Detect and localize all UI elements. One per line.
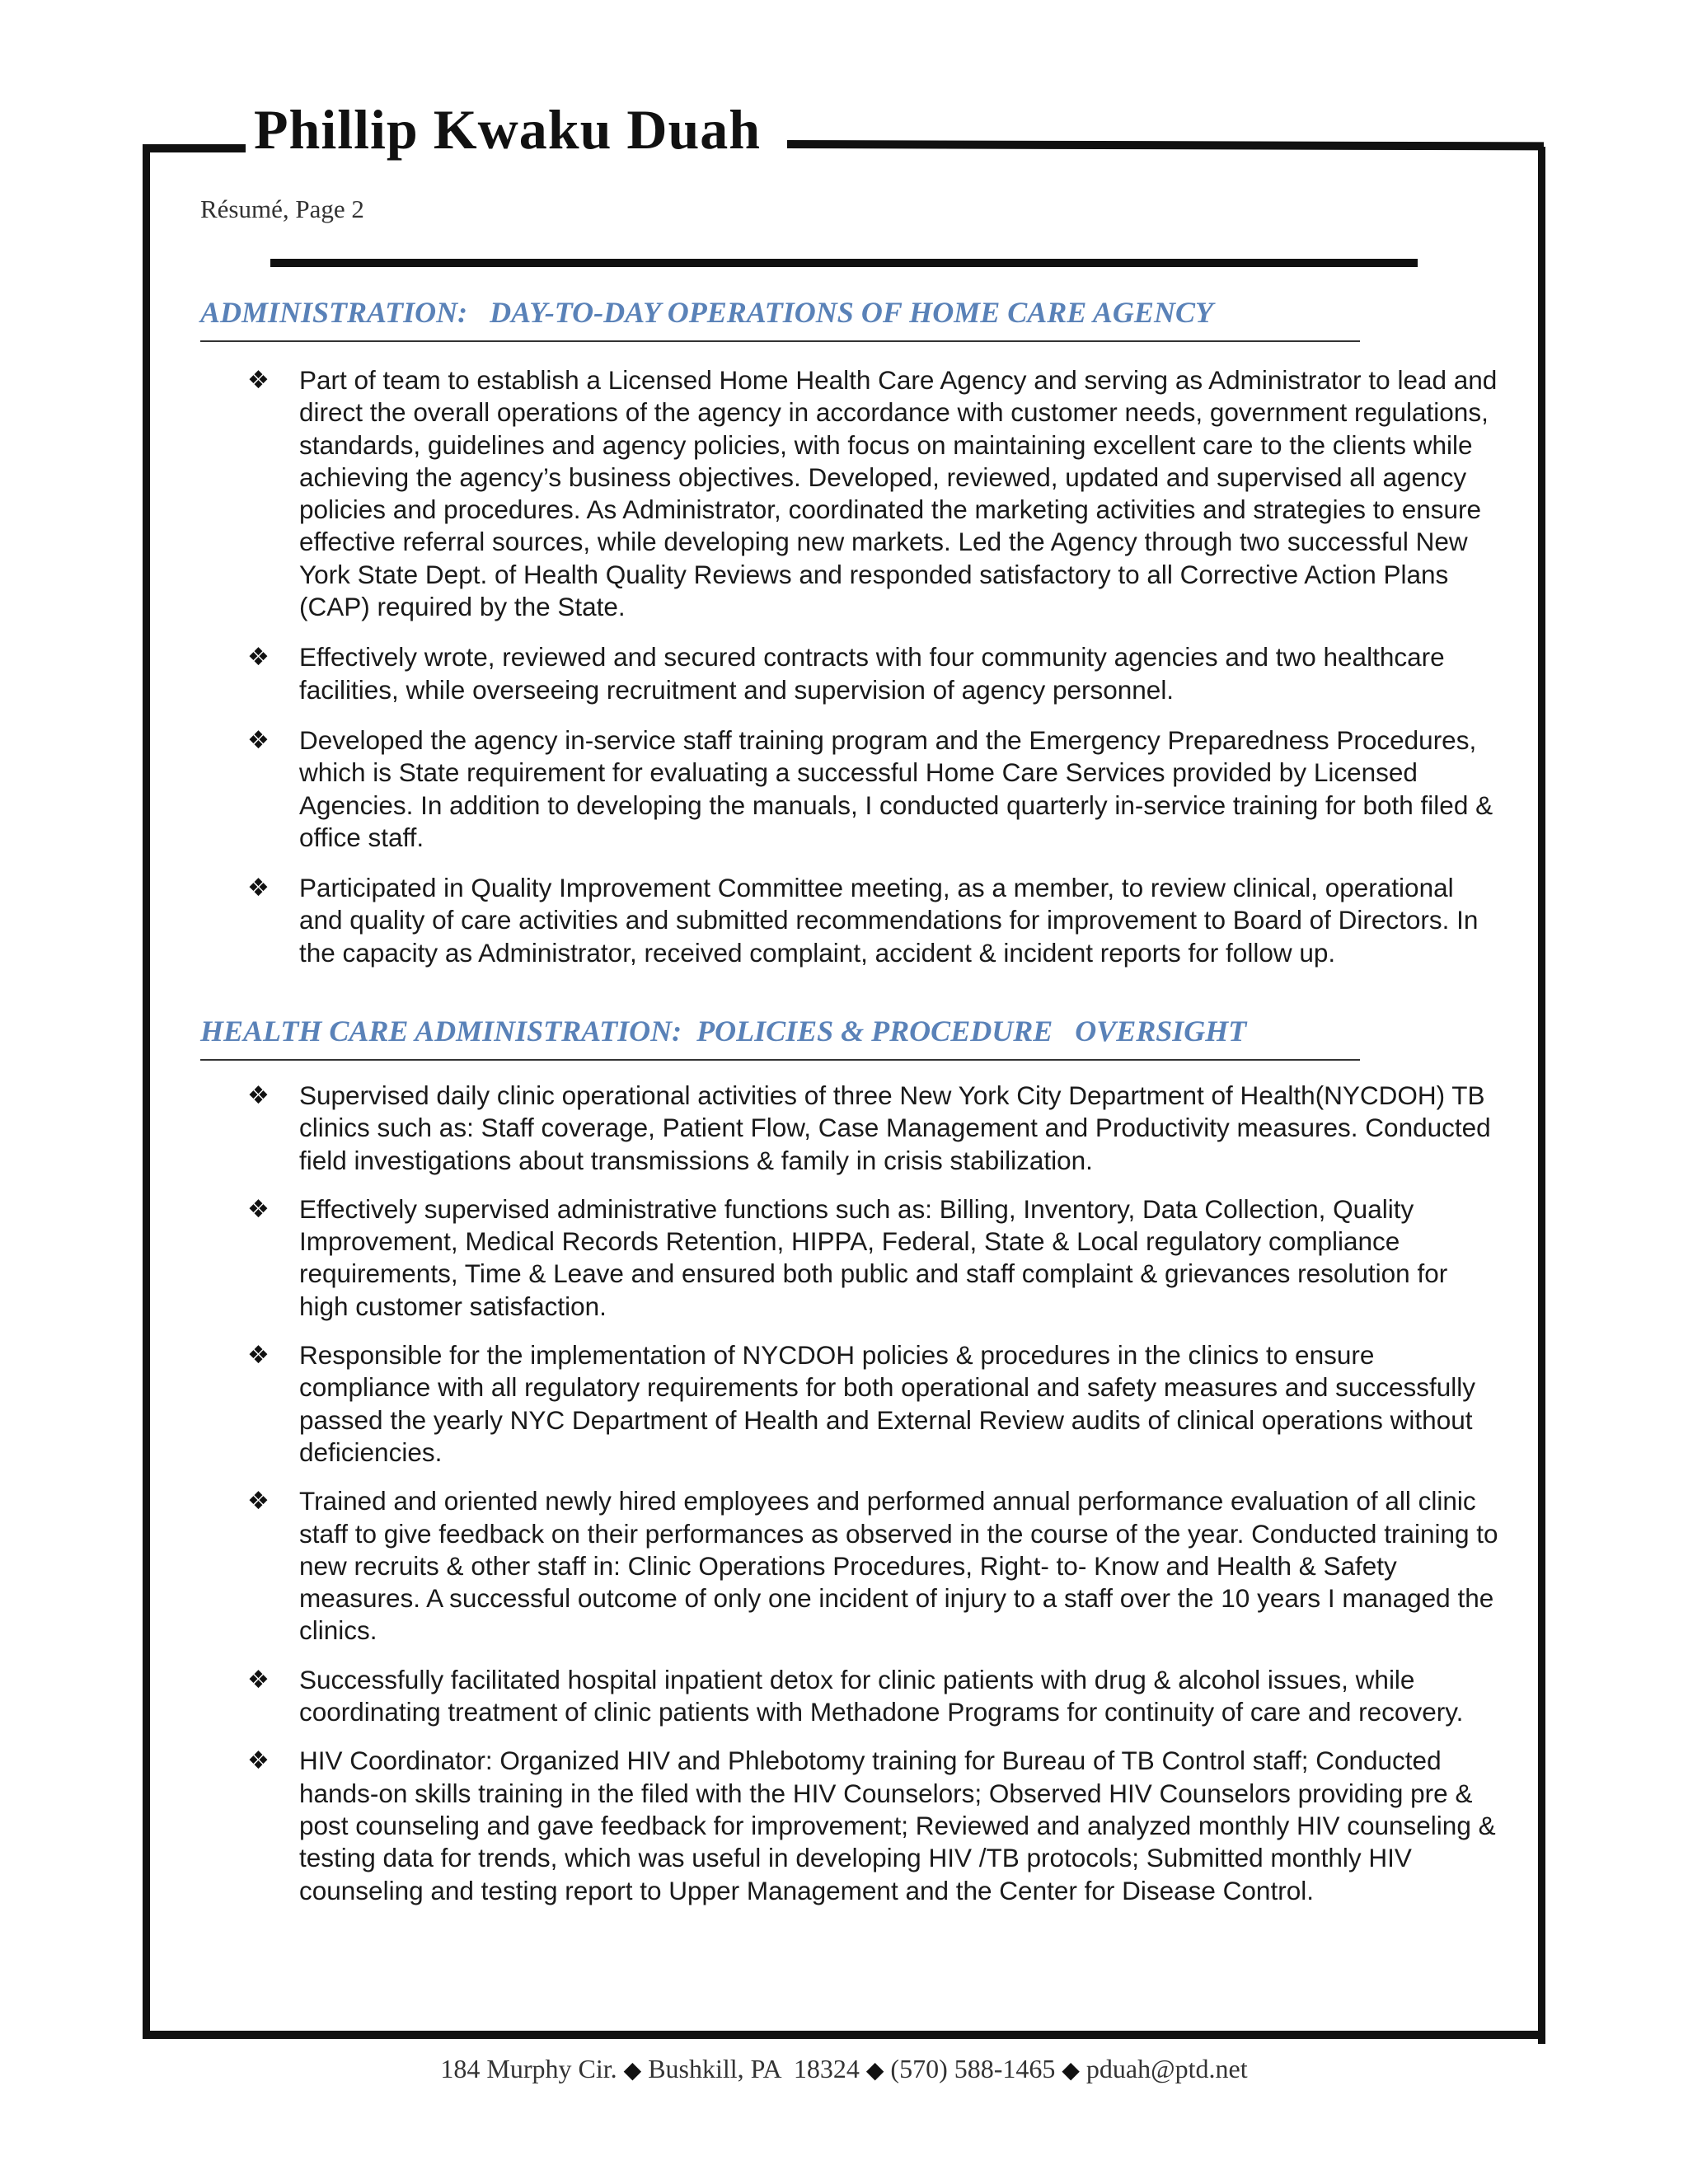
list-item <box>247 872 1500 969</box>
diamond-bullet-icon: ❖ <box>247 1081 270 1110</box>
list-item-text: Part of team to establish a Licensed Home Health Care Agency and serving as Administrator to lead and direct the overall operations of the agency in accordance with customer needs, government regulations, standards, guidelines and agency policies, with focus on maintaining excellent care to the clients while achieving the agency’s business objectives. Developed, reviewed, updated and supervised all agency policies and procedures. As Administrator, coordinated the marketing activities and strategies to ensure effective referral sources, while developing new markets. Led the Agency through two successful New York State Dept. of Health Quality Reviews and responded satisfactory to all Corrective Action Plans (CAP) required by the State. <box>299 365 1498 622</box>
list-item-text: Effectively supervised administrative functions such as: Billing, Inventory, Data Collection, Quality Improvement, Medical Records Retention, HIPPA, Federal, State & Local regulatory compliance requirements, Time & Leave and ensured both public and staff complaint & grievances resolution for high customer satisfaction. <box>299 1193 1448 1321</box>
footer-email[interactable]: pduah@ptd.net <box>1085 2054 1248 2083</box>
diamond-bullet-icon: ❖ <box>247 1487 270 1516</box>
diamond-bullet-icon: ❖ <box>247 1665 270 1694</box>
list-item-text: Responsible for the implementation of NYCDOH policies & procedures in the clinics to ensure compliance with all regulatory requirements for both operational and safety measures and successfully passed the yearly NYC Department of Health and External Review audits of clinical operations without deficiencies. <box>299 1340 1475 1467</box>
list-item-text: Trained and oriented newly hired employees and performed annual performance evaluation of all clinic staff to give feedback on their performances as observed in the course of the year. Conducted training to new recruits & other staff in: Clinic Operations Procedures, Right- to- Know and Health & Safety measures. A successful outcome of only one incident of injury to a staff over the 10 years I managed the clinics. <box>299 1486 1498 1646</box>
diamond-bullet-icon: ❖ <box>247 725 270 755</box>
footer-address: 184 Murphy Cir. <box>440 2054 617 2083</box>
list-item <box>247 1080 1500 1177</box>
frame-border-top-right <box>787 140 1544 150</box>
diamond-bullet-icon: ❖ <box>247 643 270 673</box>
section-title-administration: ADMINISTRATION: DAY-TO-DAY OPERATIONS OF HOME CARE AGENCY <box>200 296 1213 329</box>
list-item <box>247 364 1500 623</box>
list-item <box>247 1664 1500 1729</box>
list-item-text: Developed the agency in-service staff training program and the Emergency Preparedness Procedures, which is State requirement for evaluating a successful Home Care Services provided by Licensed Agencies. In addition to developing the manuals, I conducted quarterly in-service training for both filed & office staff. <box>299 724 1493 852</box>
frame-border-top-left <box>143 144 246 152</box>
resume-name: Phillip Kwaku Duah <box>254 98 762 161</box>
diamond-bullet-icon: ❖ <box>247 1194 270 1224</box>
list-item-text: HIV Coordinator: Organized HIV and Phlebotomy training for Bureau of TB Control staff; Conducted hands-on skills training in the filed with the HIV Counselors; Observed HIV Counselors providing pre & post counseling and gave feedback for improvement; Reviewed and analyzed monthly HIV counseling & testing data for trends, which was useful in developing HIV /TB protocols; Submitted monthly HIV counseling and testing report to Upper Management and the Center for Disease Control. <box>299 1746 1496 1905</box>
list-item <box>247 1193 1500 1323</box>
health-care-administration-list <box>247 1080 1500 1907</box>
section-divider <box>200 340 1360 342</box>
list-item <box>247 1745 1500 1906</box>
list-item-text: Supervised daily clinic operational activities of three New York City Department of Health(NYCDOH) TB clinics such as: Staff coverage, Patient Flow, Case Management and Productivity measures. Conducted field investigations about transmissions & family in crisis stabilization. <box>299 1080 1491 1175</box>
list-item-text: Effectively wrote, reviewed and secured contracts with four community agencies and two healthcare facilities, while overseeing recruitment and supervision of agency personnel. <box>299 642 1445 705</box>
section-divider <box>200 1059 1360 1061</box>
diamond-separator-icon: ◆ <box>865 2056 884 2083</box>
list-item-text: Participated in Quality Improvement Committee meeting, as a member, to review clinical, operational and quality of care activities and submitted recommendations for improvement to Board of Directors. In the capacity as Administrator, received complaint, accident & incident reports for follow up. <box>299 873 1479 968</box>
frame-border-right <box>1538 147 1545 2044</box>
diamond-bullet-icon: ❖ <box>247 874 270 903</box>
list-item <box>247 1485 1500 1647</box>
footer-phone: (570) 588-1465 <box>890 2054 1056 2083</box>
diamond-separator-icon: ◆ <box>623 2056 642 2083</box>
list-item <box>247 724 1500 854</box>
diamond-bullet-icon: ❖ <box>247 1341 270 1371</box>
footer-city: Bushkill, PA 18324 <box>648 2054 860 2083</box>
list-item <box>247 641 1500 706</box>
section-title-health-care-administration: HEALTH CARE ADMINISTRATION: POLICIES & PROCEDURE OVERSIGHT <box>200 1015 1247 1047</box>
page-subtitle: Résumé, Page 2 <box>200 194 364 223</box>
header-divider <box>270 259 1418 267</box>
list-item-text: Successfully facilitated hospital inpatient detox for clinic patients with drug & alcohol issues, while coordinating treatment of clinic patients with Methadone Programs for continuity of care and recovery. <box>299 1664 1464 1727</box>
frame-border-bottom <box>143 2031 1545 2039</box>
contact-footer <box>0 2054 1688 2084</box>
diamond-separator-icon: ◆ <box>1062 2056 1080 2083</box>
diamond-bullet-icon: ❖ <box>247 1746 270 1776</box>
administration-list <box>247 364 1500 969</box>
diamond-bullet-icon: ❖ <box>247 366 270 395</box>
list-item <box>247 1339 1500 1469</box>
frame-border-left <box>143 144 150 2037</box>
